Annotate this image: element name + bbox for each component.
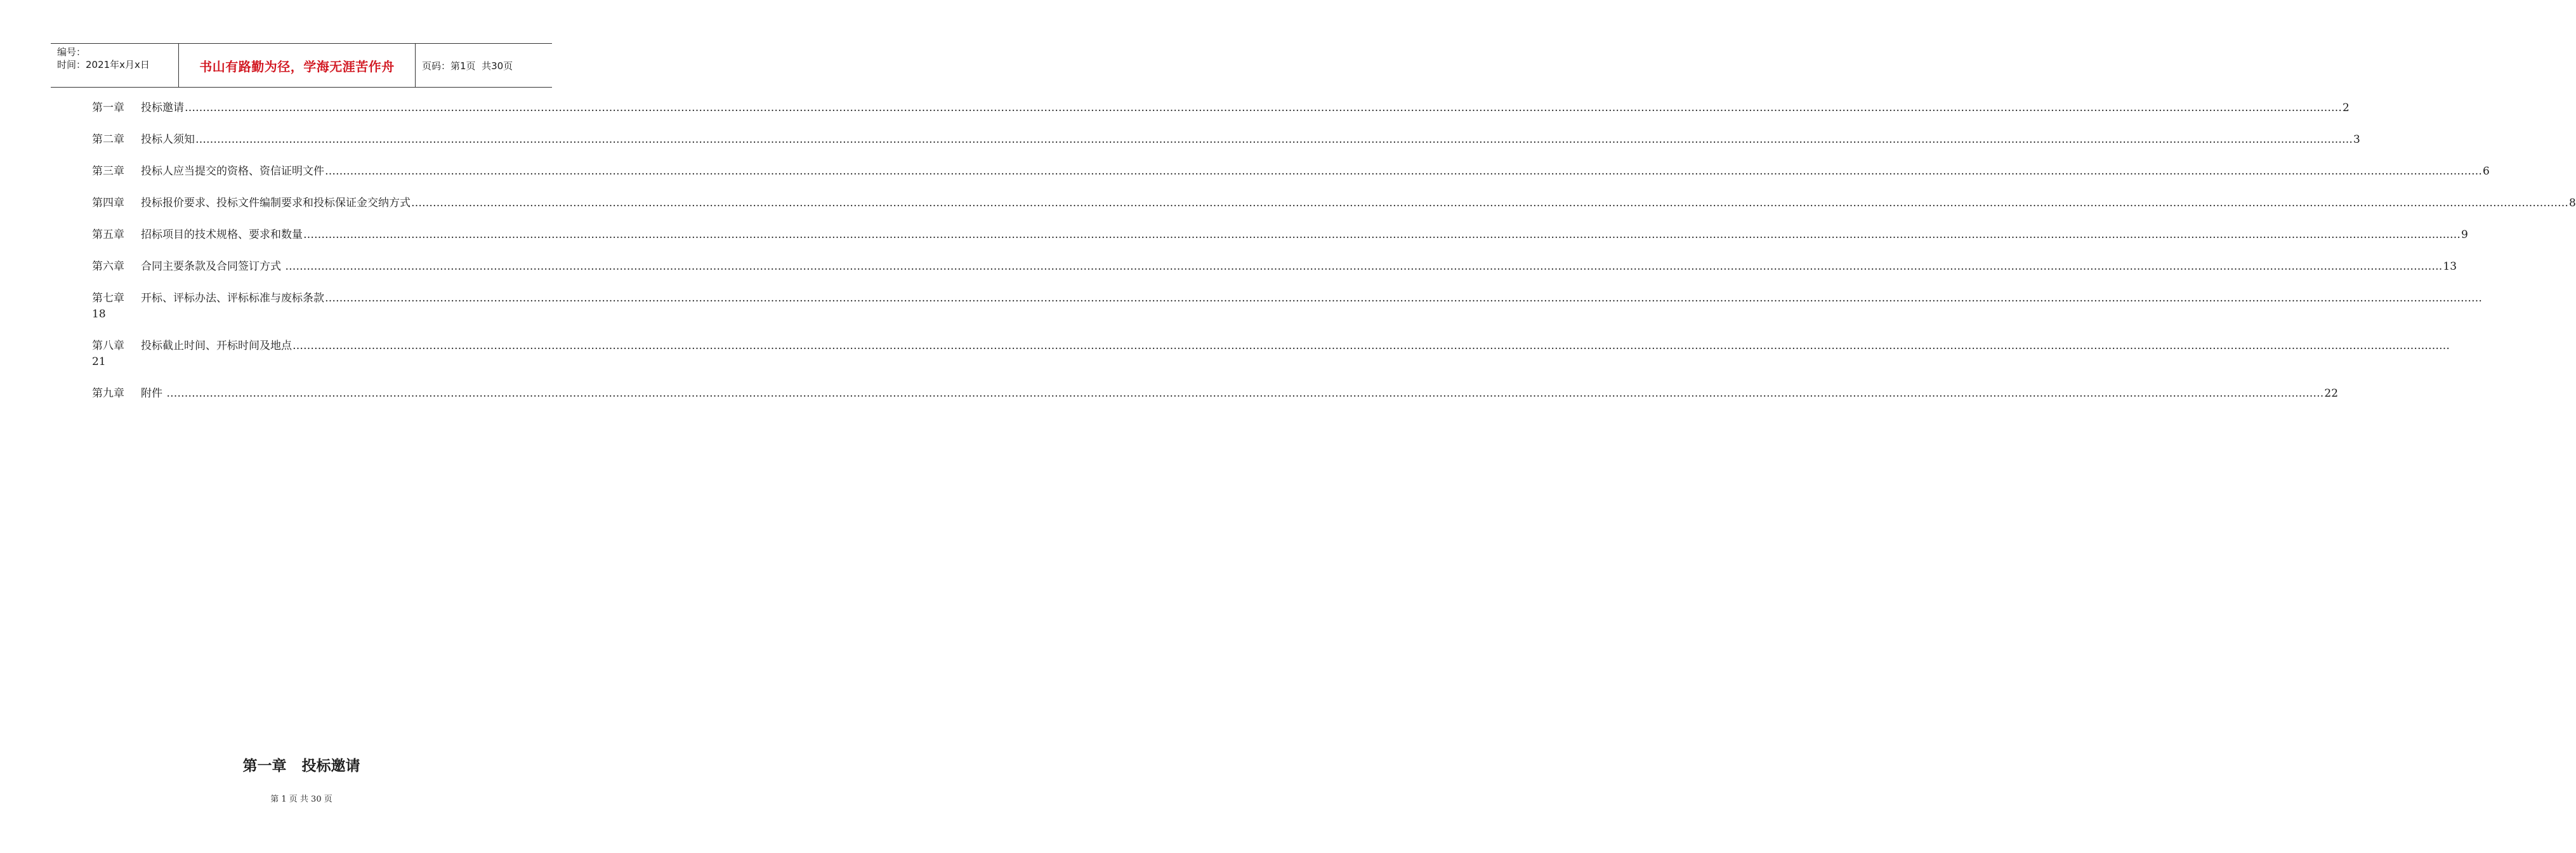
toc-chapter-number: 第七章 [92,292,124,305]
toc-item[interactable] [92,195,2576,211]
toc-page-number: 9 [2461,228,2468,241]
header-page-cell [416,44,552,87]
document-header [51,43,552,88]
toc-page-number: 22 [2324,387,2339,400]
toc-chapter-number: 第五章 [92,228,124,241]
toc-chapter-number: 第二章 [92,133,124,146]
toc-chapter-title: 开标、评标办法、评标标准与废标条款 [141,292,324,305]
toc-item[interactable] [92,259,2457,275]
toc-item[interactable] [92,338,2450,370]
page-info: 页码：第1页 共30页 [422,60,513,72]
chapter-heading: 第一章 投标邀请 [242,758,360,774]
toc-chapter-number: 第八章 [92,340,124,352]
toc-item[interactable] [92,291,2482,322]
toc-chapter-title: 投标邀请 [141,102,184,114]
page-footer: 第 1 页 共 30 页 [270,795,332,804]
toc-chapter-number: 第六章 [92,260,124,273]
toc-chapter-title: 招标项目的技术规格、要求和数量 [141,228,303,241]
toc-leader-dots: …………………………………………………………………………………………………………………………………………………………………………………………………………………………………………………………………………………………………………………………………………………………………………………………………………………………………………………………………………………………………………………………………………………… [185,102,2342,114]
toc-page-number: 13 [2443,260,2457,273]
toc-item[interactable] [92,386,2339,402]
toc-leader-dots: …………………………………………………………………………………………………………………………………………………………………………………………………………………………………………………………………………………………………………………………………………………………………………………………………………………………………………………………………………………………………………………………………………………… [411,197,2568,209]
serial-label: 编号： [57,46,86,58]
toc-item[interactable] [92,132,2360,148]
toc-chapter-title: 投标人须知 [141,133,195,146]
toc-chapter-number: 第一章 [92,102,124,114]
table-of-contents [92,100,2576,418]
toc-page-number: 2 [2343,102,2349,114]
toc-chapter-title: 合同主要条款及合同签订方式 [141,260,285,273]
header-motto-cell [179,44,416,87]
date-label: 时间：2021年x月x日 [57,59,150,70]
toc-chapter-title: 投标人应当提交的资格、资信证明文件 [141,165,324,178]
toc-leader-dots: …………………………………………………………………………………………………………………………………………………………………………………………………………………………………………………………………………………………………………………………………………………………………………………………………………………………………………………………………………………………………………………………………………………… [195,133,2353,146]
toc-chapter-number: 第四章 [92,197,124,209]
toc-item[interactable] [92,227,2468,243]
toc-leader-dots: …………………………………………………………………………………………………………………………………………………………………………………………………………………………………………………………………………………………………………………………………………………………………………………………………………………………………………………………………………………………………………………………………………………… [285,260,2443,273]
toc-chapter-number: 第九章 [92,387,124,400]
toc-page-number: 21 [92,355,106,368]
toc-chapter-title: 投标报价要求、投标文件编制要求和投标保证金交纳方式 [141,197,411,209]
header-meta-cell [51,44,179,87]
toc-leader-dots: …………………………………………………………………………………………………………………………………………………………………………………………………………………………………………………………………………………………………………………………………………………………………………………………………………………………………………………………………………………………………………………………………………………… [292,340,2450,352]
toc-leader-dots: …………………………………………………………………………………………………………………………………………………………………………………………………………………………………………………………………………………………………………………………………………………………………………………………………………………………………………………………………………………………………………………………………………………… [325,165,2482,178]
toc-chapter-number: 第三章 [92,165,124,178]
toc-page-number: 6 [2483,165,2490,178]
toc-leader-dots: …………………………………………………………………………………………………………………………………………………………………………………………………………………………………………………………………………………………………………………………………………………………………………………………………………………………………………………………………………………………………………………………………………………… [303,228,2461,241]
toc-leader-dots: …………………………………………………………………………………………………………………………………………………………………………………………………………………………………………………………………………………………………………………………………………………………………………………………………………………………………………………………………………………………………………………………………………………… [166,387,2324,400]
toc-page-number: 3 [2353,133,2360,146]
toc-chapter-title: 投标截止时间、开标时间及地点 [141,340,292,352]
motto-text: 书山有路勤为径，学海无涯苦作舟 [199,58,395,74]
toc-leader-dots: …………………………………………………………………………………………………………………………………………………………………………………………………………………………………………………………………………………………………………………………………………………………………………………………………………………………………………………………………………………………………………………………………………………… [325,292,2482,305]
toc-item[interactable] [92,164,2490,180]
toc-page-number: 8 [2569,197,2576,209]
toc-page-number: 18 [92,308,106,321]
toc-chapter-title: 附件 [141,387,166,400]
toc-item[interactable] [92,100,2349,116]
